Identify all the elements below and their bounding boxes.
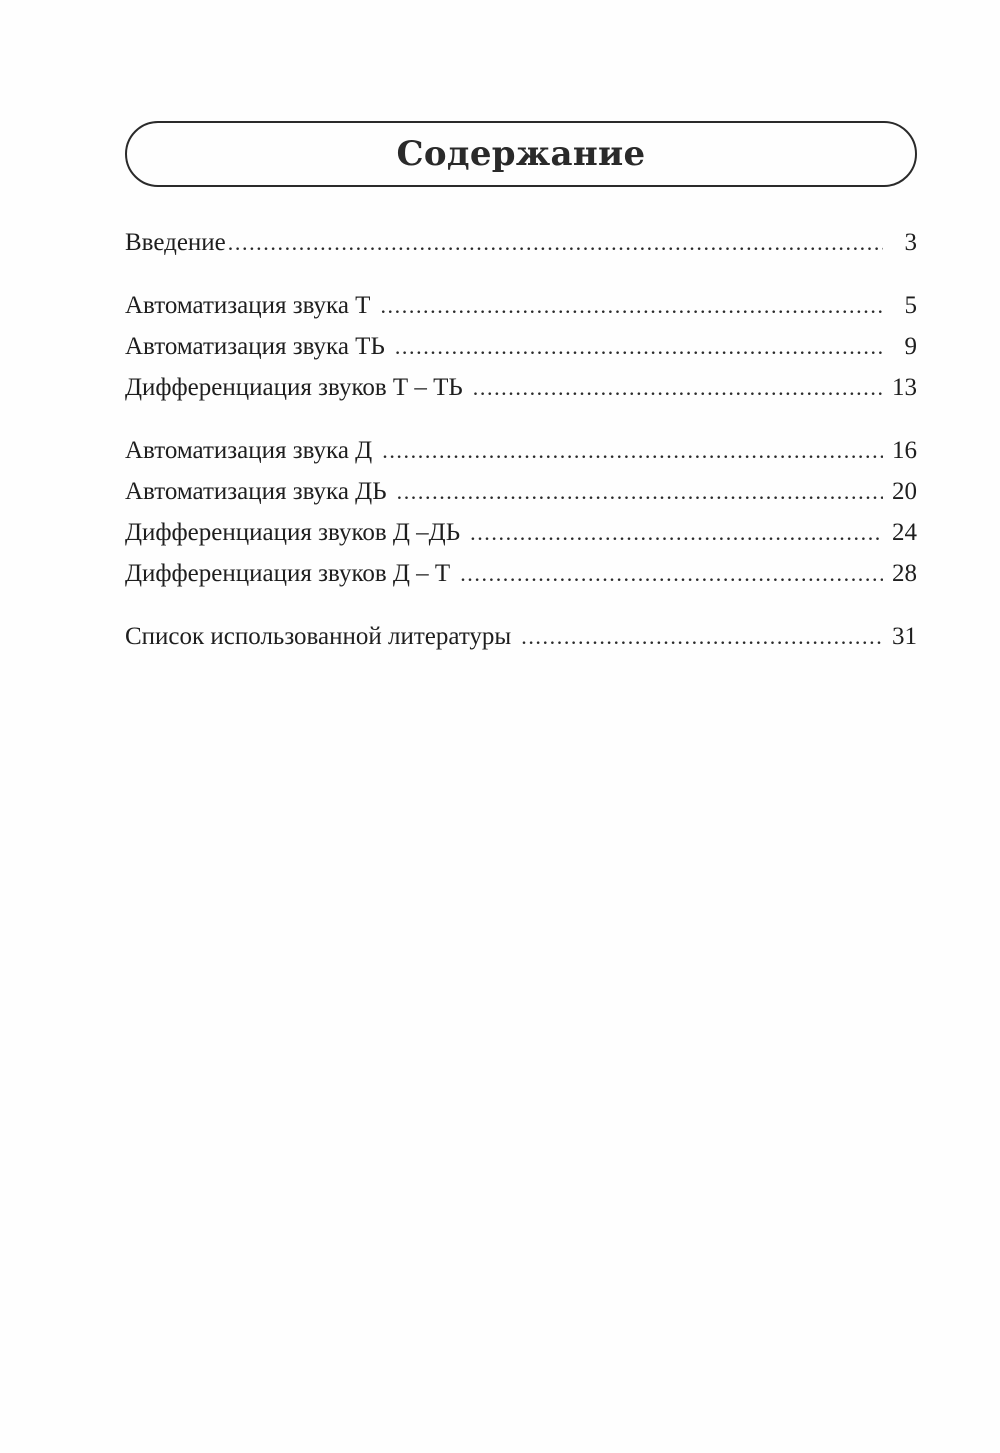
toc-entry-leader <box>397 471 883 512</box>
toc-entry-page: 28 <box>892 560 917 587</box>
toc-entry-leader <box>470 512 883 553</box>
toc-entry-label: Дифференциация звуков Т – ТЬ <box>125 374 463 401</box>
toc-entry-label: Дифференциация звуков Д – Т <box>125 560 451 587</box>
toc-entry-leader <box>395 326 883 367</box>
toc-entry-label: Дифференциация звуков Д –ДЬ <box>125 519 461 546</box>
toc-entry[interactable] <box>125 222 917 263</box>
toc-entry-page: 13 <box>892 374 917 401</box>
toc-entry[interactable] <box>125 553 917 594</box>
toc-entry-leader <box>473 367 883 408</box>
toc-entry-leader <box>228 222 883 263</box>
toc-entry-page: 16 <box>892 437 917 464</box>
toc-group-intro <box>125 222 917 263</box>
toc-entry-page: 24 <box>892 519 917 546</box>
page-title: Содержание <box>396 134 646 174</box>
toc-entry-label: Введение <box>125 229 226 256</box>
toc-entry[interactable] <box>125 512 917 553</box>
toc-entry-page: 20 <box>892 478 917 505</box>
toc-entry[interactable] <box>125 616 917 657</box>
toc-entry-label: Автоматизация звука Т <box>125 292 371 319</box>
toc-entry-page: 9 <box>904 333 917 360</box>
toc-entry[interactable] <box>125 430 917 471</box>
toc-entry-page: 31 <box>892 623 917 650</box>
toc-entry-leader <box>521 616 883 657</box>
toc-entry[interactable] <box>125 285 917 326</box>
toc-entry-leader <box>382 430 883 471</box>
toc-group-d <box>125 430 917 594</box>
toc-entry-label: Список использованной литературы <box>125 623 512 650</box>
toc-entry[interactable] <box>125 326 917 367</box>
toc-entry-label: Автоматизация звука ДЬ <box>125 478 387 505</box>
title-frame <box>125 121 917 187</box>
table-of-contents <box>125 222 917 657</box>
toc-entry[interactable] <box>125 367 917 408</box>
toc-entry-leader <box>460 553 883 594</box>
toc-entry[interactable] <box>125 471 917 512</box>
toc-group-literature <box>125 616 917 657</box>
toc-entry-leader <box>380 285 883 326</box>
toc-group-t <box>125 285 917 408</box>
toc-entry-page: 5 <box>904 292 917 319</box>
toc-entry-label: Автоматизация звука Д <box>125 437 373 464</box>
toc-entry-label: Автоматизация звука ТЬ <box>125 333 385 360</box>
toc-entry-page: 3 <box>904 229 917 256</box>
